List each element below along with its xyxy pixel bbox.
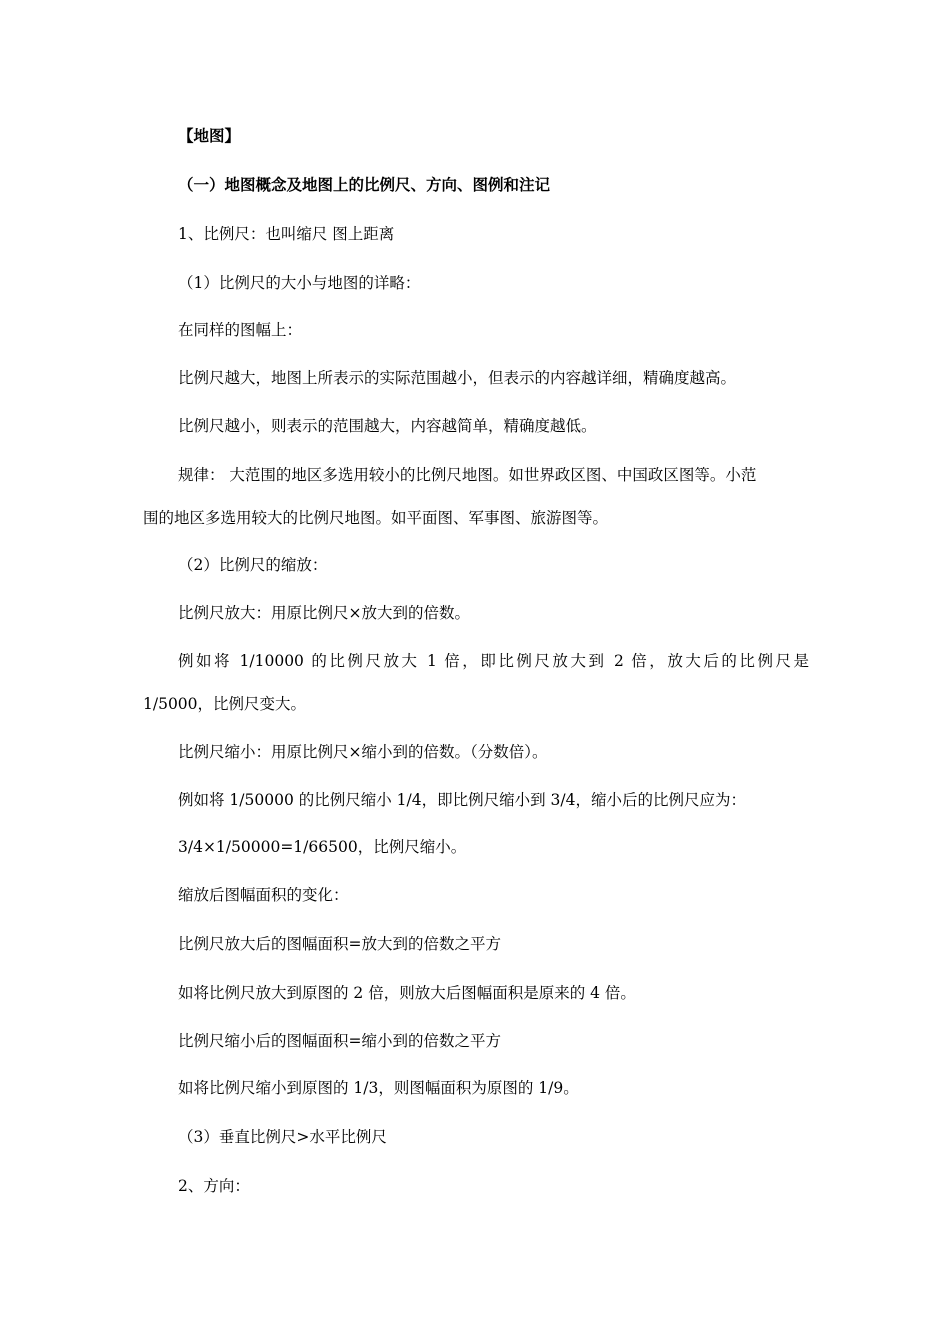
paragraph-reduce-formula: 3/4×1/50000=1/66500，比例尺缩小。 [178, 838, 467, 856]
document-heading: 【地图】 [178, 127, 241, 145]
sub3-title: （3）垂直比例尺>水平比例尺 [178, 1128, 387, 1146]
paragraph-rule-line2: 围的地区多选用较大的比例尺地图。如平面图、军事图、旅游图等。 [143, 509, 609, 527]
paragraph-area-change: 缩放后图幅面积的变化： [178, 886, 349, 904]
paragraph-area-enlarge-example: 如将比例尺放大到原图的 2 倍，则放大后图幅面积是原来的 4 倍。 [178, 984, 636, 1002]
sub1-title: （1）比例尺的大小与地图的详略： [178, 274, 421, 292]
paragraph-same-size: 在同样的图幅上： [178, 321, 303, 339]
paragraph-enlarge-example [143, 651, 809, 714]
paragraph-rule [143, 465, 809, 528]
paragraph-larger-scale: 比例尺越大，地图上所表示的实际范围越小，但表示的内容越详细，精确度越高。 [178, 369, 737, 387]
paragraph-enlarge-example-line2: 1/5000，比例尺变大。 [143, 695, 307, 713]
paragraph-rule-line1: 规律： 大范围的地区多选用较小的比例尺地图。如世界政区图、中国政区图等。小范 [178, 466, 757, 484]
paragraph-enlarge: 比例尺放大：用原比例尺×放大到的倍数。 [178, 604, 470, 622]
paragraph-smaller-scale: 比例尺越小，则表示的范围越大，内容越简单，精确度越低。 [178, 417, 597, 435]
paragraph-area-reduce: 比例尺缩小后的图幅面积=缩小到的倍数之平方 [178, 1032, 501, 1050]
item1-title: 1、比例尺：也叫缩尺 图上距离 [178, 225, 395, 243]
paragraph-enlarge-example-line1: 例如将 1/10000 的比例尺放大 1 倍，即比例尺放大到 2 倍，放大后的比例尺是 [178, 652, 809, 670]
paragraph-area-enlarge: 比例尺放大后的图幅面积=放大到的倍数之平方 [178, 935, 501, 953]
item2-title: 2、方向： [178, 1177, 250, 1195]
paragraph-area-reduce-example: 如将比例尺缩小到原图的 1/3，则图幅面积为原图的 1/9。 [178, 1079, 579, 1097]
section-title: （一）地图概念及地图上的比例尺、方向、图例和注记 [178, 176, 551, 194]
paragraph-reduce: 比例尺缩小：用原比例尺×缩小到的倍数。（分数倍）。 [178, 743, 548, 761]
sub2-title: （2）比例尺的缩放： [178, 556, 328, 574]
paragraph-reduce-example: 例如将 1/50000 的比例尺缩小 1/4，即比例尺缩小到 3/4，缩小后的比例尺应为： [178, 791, 746, 809]
